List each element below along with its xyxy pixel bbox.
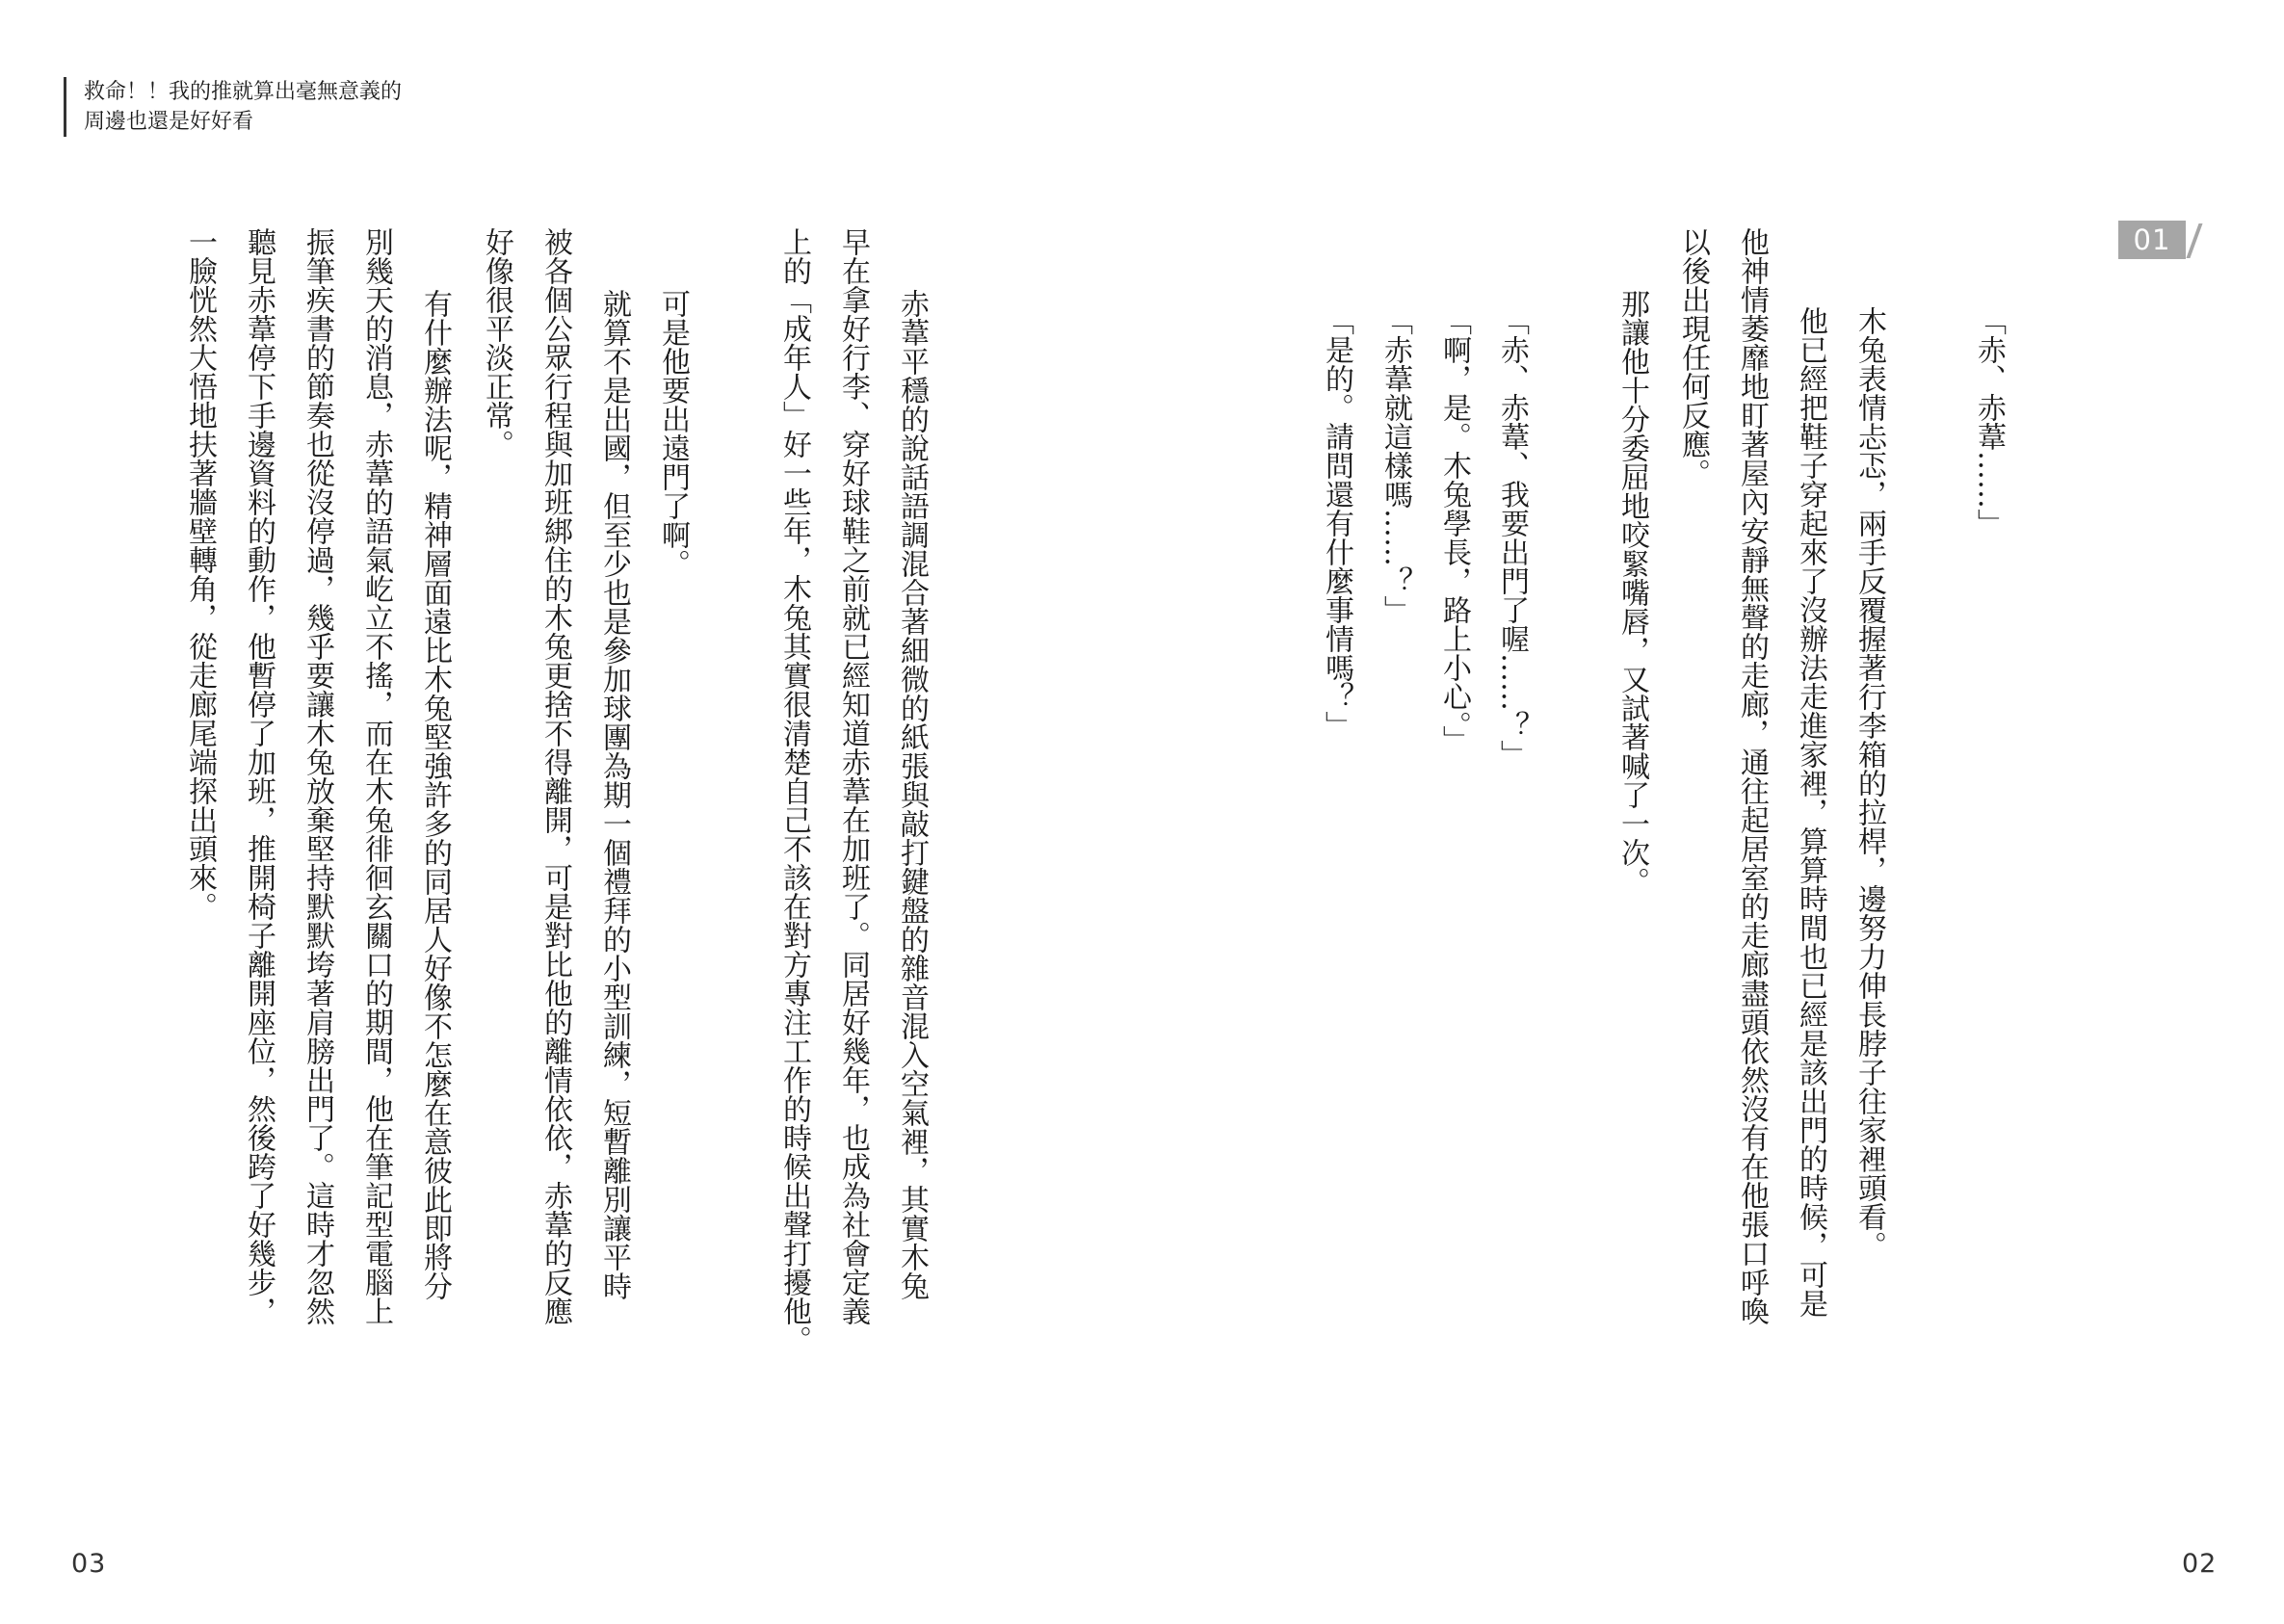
text-column: 上的「成年人」好一些年，木兔其實很清楚自己不該在對方專注工作的時候出聲打擾他。 <box>777 227 811 1354</box>
book-title-line-2: 周邊也還是好好看 <box>84 110 254 134</box>
text-column: 就算不是出國，但至少也是參加球團為期一個禮拜的小型訓練，短暫離別讓平時 <box>597 289 631 1300</box>
text-column: 「赤、赤葦……」 <box>1972 306 2006 537</box>
text-column: 早在拿好行李、穿好球鞋之前就已經知道赤葦在加班了。同居好幾年，也成為社會定義 <box>836 227 870 1325</box>
page-number-left: 03 <box>71 1549 107 1579</box>
text-column: 振筆疾書的節奏也從沒停過，幾乎要讓木兔放棄堅持默默垮著肩膀出門了。這時才忽然 <box>301 227 334 1325</box>
text-column: 一臉恍然大悟地扶著牆壁轉角，從走廊尾端探出頭來。 <box>183 227 217 921</box>
book-title <box>64 77 402 137</box>
page-number-right: 02 <box>2182 1549 2218 1579</box>
chapter-slash-mark <box>2186 223 2202 258</box>
text-column: 「赤葦就這樣嗎……？」 <box>1378 306 1412 624</box>
text-column: 聽見赤葦停下手邊資料的動作，他暫停了加班，推開椅子離開座位，然後跨了好幾步， <box>242 227 276 1325</box>
text-column: 木兔表情忐忑，兩手反覆握著行李箱的拉桿，邊努力伸長脖子往家裡頭看。 <box>1852 306 1886 1260</box>
chapter-badge: 01 <box>2118 221 2186 259</box>
text-column: 可是他要出遠門了啊。 <box>656 289 690 578</box>
text-column: 被各個公眾行程與加班綁住的木兔更捨不得離開，可是對比他的離情依依，赤葦的反應 <box>538 227 572 1325</box>
text-column: 「啊，是。木兔學長，路上小心。」 <box>1437 306 1471 754</box>
text-column: 「是的。請問還有什麼事情嗎？」 <box>1320 306 1353 740</box>
text-column: 以後出現任何反應。 <box>1676 227 1710 487</box>
text-column: 他神情萎靡地盯著屋內安靜無聲的走廊，通往起居室的走廊盡頭依然沒有在他張口呼喚 <box>1735 227 1769 1325</box>
book-title-line-1: 救命！！我的推就算出毫無意義的 <box>84 80 403 104</box>
text-column: 赤葦平穩的說話語調混合著細微的紙張與敲打鍵盤的雜音混入空氣裡，其實木兔 <box>895 289 929 1300</box>
text-column: 他已經把鞋子穿起來了沒辦法走進家裡，算算時間也已經是該出門的時候，可是 <box>1794 306 1827 1318</box>
text-column: 「赤、赤葦、我要出門了喔……？」 <box>1495 306 1529 769</box>
text-column: 那讓他十分委屈地咬緊嘴唇，又試著喊了一次。 <box>1615 289 1649 896</box>
text-column: 有什麼辦法呢，精神層面遠比木兔堅強許多的同居人好像不怎麼在意彼此即將分 <box>418 289 452 1300</box>
text-column: 好像很平淡正常。 <box>480 227 513 458</box>
text-column: 別幾天的消息，赤葦的語氣屹立不搖，而在木兔徘徊玄關口的期間，他在筆記型電腦上 <box>359 227 393 1325</box>
